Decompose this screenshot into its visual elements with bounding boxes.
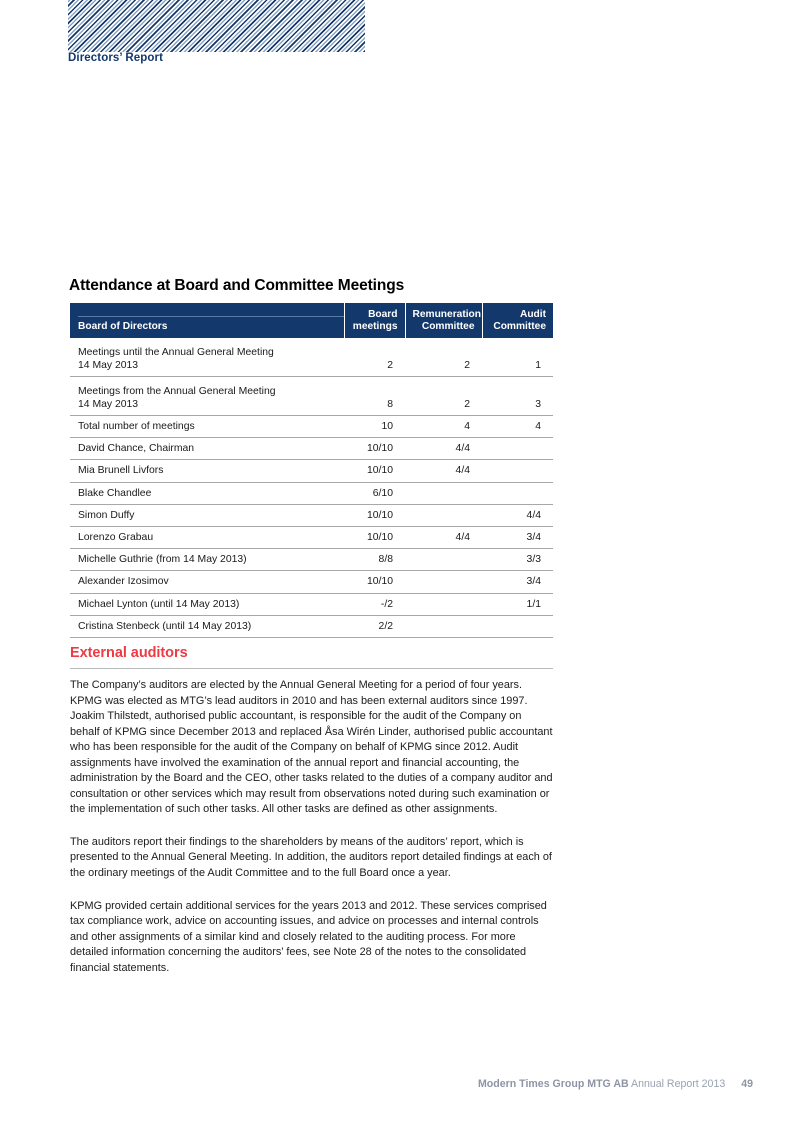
- table-cell-audit-committee: 1: [482, 338, 553, 377]
- attendance-table: [70, 303, 553, 638]
- page-footer: [0, 1078, 800, 1096]
- row-label-line1: Simon Duffy: [78, 509, 135, 521]
- table-cell-remuneration-committee: 2: [405, 338, 482, 377]
- table-cell-remuneration-committee: 4/4: [405, 527, 482, 549]
- table-cell-board-meetings: -/2: [344, 593, 405, 615]
- table-cell-audit-committee: 1/1: [482, 593, 553, 615]
- column-header-remuneration-line2: Committee: [421, 320, 475, 332]
- table-cell-remuneration-committee: 4/4: [405, 438, 482, 460]
- column-header-audit-line1: Audit: [519, 309, 546, 320]
- table-cell-remuneration-committee: [405, 482, 482, 504]
- table-cell-remuneration-committee: 4: [405, 416, 482, 438]
- body-paragraph-1: The Company’s auditors are elected by the Annual General Meeting for a period of four years. KPMG was elected as MTG’s lead auditors in 2010 and has been external auditors since 1997. Joakim Thilstedt, authorised public accountant, is responsible for the audit of the Company on behalf of KPMG since December 2013 and replaced Åsa Wirén Linder, authorised public accountant who has been responsible for the audit of the Company on behalf of KPMG since 2012. Audit assignments have involved the examination of the annual report and financial accounting, the administration by the Board and the CEO, other tasks related to the duties of a company auditor and consultation or other services which may result from observations noted during such examination or the implementation of such other tasks. All other tasks are defined as other assignments.: [70, 679, 553, 816]
- table-cell-name: [70, 504, 344, 526]
- table-cell-audit-committee: 4/4: [482, 504, 553, 526]
- table-cell-remuneration-committee: [405, 593, 482, 615]
- table-cell-board-meetings: 6/10: [344, 482, 405, 504]
- page-title: Attendance at Board and Committee Meetings: [69, 277, 405, 294]
- body-paragraph-3: KPMG provided certain additional services for the years 2013 and 2012. These services comprised tax compliance work, advice on accounting issues, and advice on processes and internal controls and other assignments of a similar kind and closely related to the auditing process. For more detailed information concerning the auditors’ fees, see Note 28 of the notes to the consolidated financial statements.: [70, 899, 547, 974]
- table-cell-name: [70, 416, 344, 438]
- table-row: [70, 338, 553, 377]
- table-cell-audit-committee: 3/3: [482, 549, 553, 571]
- column-header-board-meetings-line1: Board: [368, 309, 398, 320]
- row-label-line1: David Chance, Chairman: [78, 443, 195, 455]
- footer-company-name: Modern Times Group MTG AB: [477, 1078, 629, 1090]
- table-cell-name: [70, 460, 344, 482]
- row-label-line2: 14 May 2013: [78, 398, 139, 410]
- footer-page-number: 49: [741, 1078, 753, 1090]
- table-header: [70, 303, 553, 338]
- table-cell-remuneration-committee: [405, 615, 482, 637]
- row-label-line1: Michael Lynton (until 14 May 2013): [78, 598, 240, 610]
- attendance-table-container: [70, 303, 553, 638]
- table-cell-name: [70, 571, 344, 593]
- row-label-line1: Alexander Izosimov: [78, 576, 169, 588]
- table-cell-name: [70, 527, 344, 549]
- table-cell-name: [70, 482, 344, 504]
- row-label-line1: Meetings until the Annual General Meeting: [78, 346, 274, 358]
- diagonal-stripe-pattern: [68, 0, 365, 52]
- table-body: [70, 338, 553, 638]
- table-row: [70, 615, 553, 637]
- table-cell-name: [70, 593, 344, 615]
- body-paragraph-2: The auditors report their findings to the shareholders by means of the auditors’ report, which is presented to the Annual General Meeting. In addition, the auditors report detailed findings at each of the ordinary meetings of the Audit Committee and to the full Board once a year.: [70, 835, 552, 880]
- table-cell-remuneration-committee: [405, 504, 482, 526]
- footer-report-name: Annual Report 2013: [631, 1078, 726, 1090]
- running-head-directors-report: Directors’ Report: [68, 52, 164, 64]
- row-label-line1: Cristina Stenbeck (until 14 May 2013): [78, 620, 252, 632]
- row-label-line1: Blake Chandlee: [78, 487, 152, 499]
- external-auditors-heading: External auditors: [70, 645, 188, 661]
- table-cell-audit-committee: 4: [482, 416, 553, 438]
- table-row: [70, 460, 553, 482]
- table-row: [70, 377, 553, 416]
- table-cell-audit-committee: 3/4: [482, 527, 553, 549]
- heading-underline-rule: [70, 668, 553, 669]
- table-row: [70, 593, 553, 615]
- table-cell-remuneration-committee: 4/4: [405, 460, 482, 482]
- table-cell-audit-committee: [482, 460, 553, 482]
- column-header-board-of-directors: Board of Directors: [70, 303, 344, 338]
- table-cell-board-meetings: 8: [344, 377, 405, 416]
- table-cell-remuneration-committee: [405, 571, 482, 593]
- row-label-line2: 14 May 2013: [78, 359, 139, 371]
- table-row: [70, 549, 553, 571]
- external-auditors-section-header: [70, 645, 553, 669]
- column-header-audit-line2: Committee: [493, 320, 546, 332]
- table-cell-audit-committee: 3/4: [482, 571, 553, 593]
- table-row: [70, 482, 553, 504]
- table-cell-board-meetings: 8/8: [344, 549, 405, 571]
- column-header-board-meetings-line2: meetings: [352, 320, 398, 332]
- table-row: [70, 527, 553, 549]
- row-label-line1: Lorenzo Grabau: [78, 532, 154, 544]
- page-header-banner: [68, 0, 365, 52]
- table-row: [70, 438, 553, 460]
- table-cell-audit-committee: [482, 438, 553, 460]
- table-cell-audit-committee: [482, 615, 553, 637]
- table-cell-remuneration-committee: 2: [405, 377, 482, 416]
- table-cell-board-meetings: 10: [344, 416, 405, 438]
- external-auditors-body-text: [70, 678, 554, 976]
- table-cell-board-meetings: 10/10: [344, 460, 405, 482]
- row-label-line1: Mia Brunell Livfors: [78, 465, 164, 477]
- table-cell-name: [70, 615, 344, 637]
- column-header-board-meetings: [344, 303, 405, 338]
- table-cell-board-meetings: 10/10: [344, 571, 405, 593]
- row-label-line1: Meetings from the Annual General Meeting: [78, 385, 276, 397]
- table-cell-audit-committee: 3: [482, 377, 553, 416]
- table-cell-remuneration-committee: [405, 549, 482, 571]
- column-header-remuneration-line1: Remuneration: [412, 309, 481, 320]
- table-cell-name: [70, 338, 344, 377]
- table-row: [70, 504, 553, 526]
- table-cell-name: [70, 377, 344, 416]
- table-cell-board-meetings: 10/10: [344, 438, 405, 460]
- table-cell-board-meetings: 10/10: [344, 504, 405, 526]
- column-header-remuneration-committee: [405, 303, 482, 338]
- table-cell-board-meetings: 2/2: [344, 615, 405, 637]
- table-cell-board-meetings: 10/10: [344, 527, 405, 549]
- table-row: [70, 416, 553, 438]
- table-cell-name: [70, 549, 344, 571]
- row-label-line1: Total number of meetings: [78, 421, 195, 432]
- header-divider-rule: [78, 316, 344, 317]
- row-label-line1: Michelle Guthrie (from 14 May 2013): [78, 554, 247, 566]
- table-cell-name: [70, 438, 344, 460]
- table-row: [70, 571, 553, 593]
- table-cell-audit-committee: [482, 482, 553, 504]
- column-header-audit-committee: [482, 303, 553, 338]
- table-header-row: [70, 303, 553, 338]
- table-cell-board-meetings: 2: [344, 338, 405, 377]
